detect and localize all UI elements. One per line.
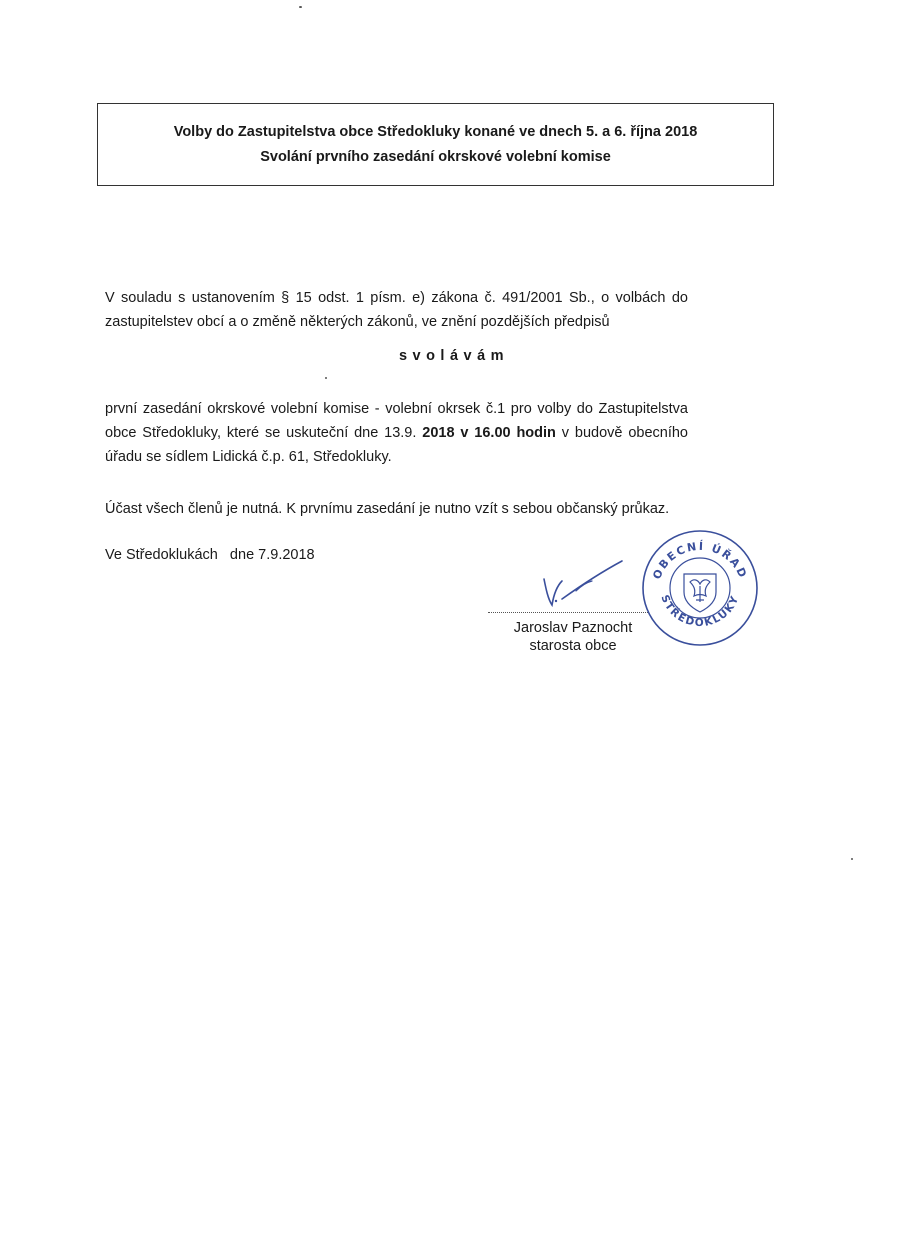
scan-speck	[325, 377, 327, 379]
document-subtitle: Svolání prvního zasedání okrskové volební komise	[260, 149, 611, 165]
meeting-paragraph	[105, 397, 688, 469]
place-date: Ve Středoklukách dne 7.9.2018	[105, 547, 315, 563]
stamp-bottom-text: STŘEDOKLUKY	[658, 593, 742, 630]
scan-speck	[851, 858, 853, 860]
svg-text:OBECNÍ ÚŘAD	[650, 540, 749, 581]
coat-of-arms-icon	[684, 574, 716, 612]
document-title: Volby do Zastupitelstva obce Středokluky konané ve dnech 5. a 6. října 2018	[173, 124, 698, 140]
meeting-text-end: v budově obecního úřadu se sídlem Lidická č.p. 61, Středokluky.	[105, 425, 688, 465]
attendance-paragraph: Účast všech členů je nutná. K prvnímu zasedání je nutno vzít s sebou občanský průkaz.	[105, 501, 670, 517]
stamp-top-text: OBECNÍ ÚŘAD	[650, 539, 750, 582]
title-box	[97, 103, 774, 186]
intro-paragraph: V souladu s ustanovením § 15 odst. 1 písm. e) zákona č. 491/2001 Sb., o volbách do zastupitelstev obcí a o změně některých zákonů, ve znění pozdějších předpisů	[105, 290, 688, 330]
scan-speck	[299, 6, 302, 8]
signatory-role: starosta obce	[529, 638, 617, 654]
signatory-name: Jaroslav Paznocht	[513, 620, 633, 636]
meeting-text-start: první zasedání okrskové volební komise - volební okrsek č.1 pro volby do Zastupitelstva obce Středokluky, které se uskuteční dne 13.9.	[105, 401, 688, 441]
convening-heading: svolávám	[398, 348, 510, 364]
handwritten-signature	[536, 555, 632, 613]
official-stamp	[640, 528, 760, 648]
signature-line	[488, 612, 648, 613]
meeting-time: 2018 v 16.00 hodin	[422, 425, 556, 441]
